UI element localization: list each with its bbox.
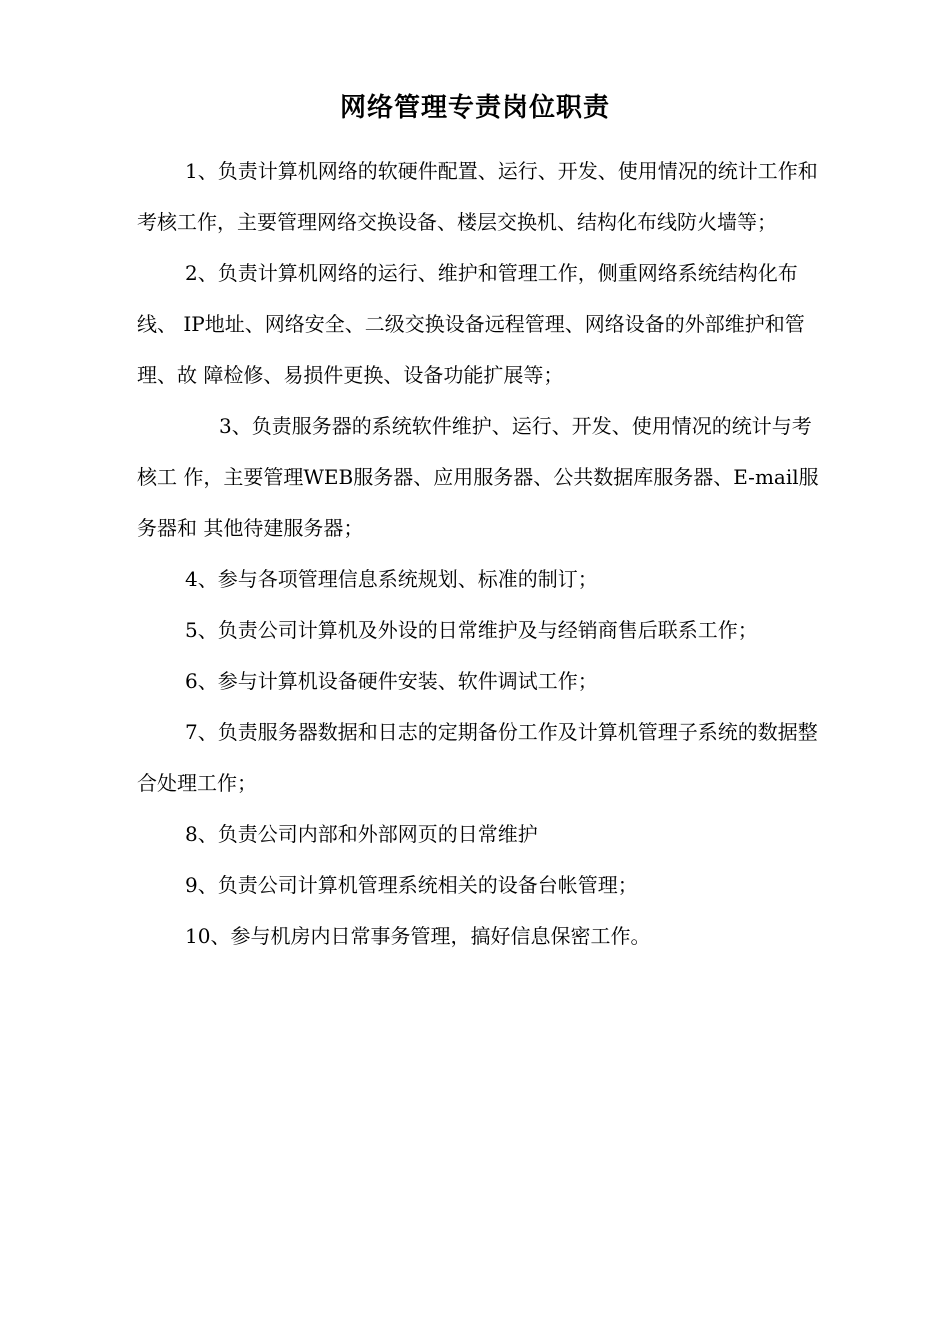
duty-item-3: 3、负责服务器的系统软件维护、运行、开发、使用情况的统计与考核工 作，主要管理WEB服务器、应用服务器、公共数据库服务器、E-mail服务器和 其他待建服务器； bbox=[137, 414, 819, 540]
duty-item-9: 9、负责公司计算机管理系统相关的设备台帐管理； bbox=[185, 873, 638, 897]
document-title: 网络管理专责岗位职责 bbox=[339, 93, 610, 123]
duty-item-5: 5、负责公司计算机及外设的日常维护及与经销商售后联系工作； bbox=[185, 618, 758, 642]
duty-item-4: 4、参与各项管理信息系统规划、标准的制订； bbox=[185, 567, 598, 591]
duty-item-1: 1、负责计算机网络的软硬件配置、运行、开发、使用情况的统计工作和 考核工作，主要管理网络交换设备、楼层交换机、结构化布线防火墙等； bbox=[137, 159, 818, 234]
duty-item-7: 7、负责服务器数据和日志的定期备份工作及计算机管理子系统的数据整 合处理工作； bbox=[137, 720, 818, 795]
duty-item-10: 10、参与机房内日常事务管理，搞好信息保密工作。 bbox=[185, 924, 651, 948]
duty-list bbox=[137, 146, 823, 962]
duty-item-2: 2、负责计算机网络的运行、维护和管理工作，侧重网络系统结构化布线、 IP地址、网络安全、二级交换设备远程管理、网络设备的外部维护和管理、故 障检修、易损件更换、设备功能扩展等； bbox=[137, 261, 805, 387]
duty-item-8: 8、负责公司内部和外部网页的日常维护 bbox=[185, 822, 538, 846]
duty-item-6: 6、参与计算机设备硬件安装、软件调试工作； bbox=[185, 669, 598, 693]
